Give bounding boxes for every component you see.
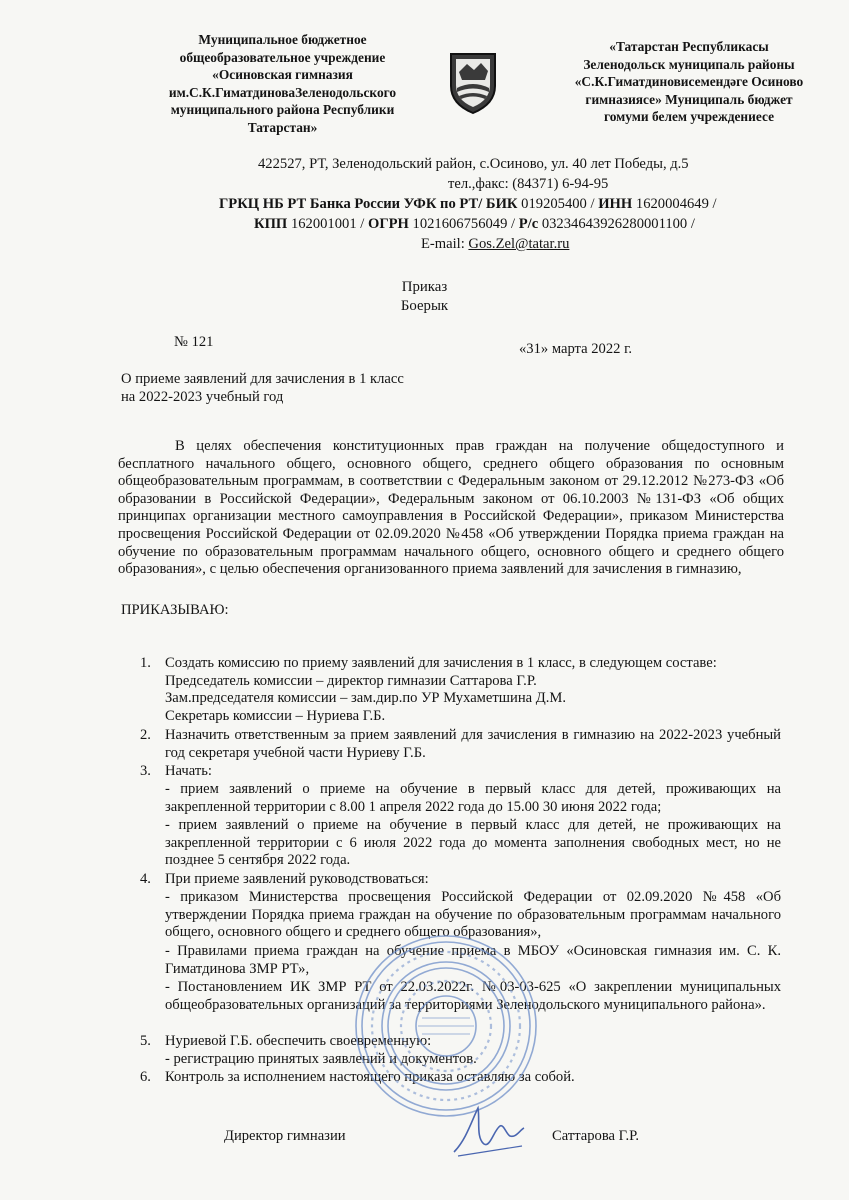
header-right-line: «С.К.Гиматдиновисемендәге Осиново [574, 74, 804, 89]
order-subject [121, 370, 404, 406]
list-item: При приеме заявлений руководствоваться: [165, 871, 429, 887]
item-line: Создать комиссию по приему заявлений для зачисления в 1 класс, в следующем составе: [165, 655, 717, 671]
order-number: № 121 [174, 334, 214, 350]
item-number: 3. [140, 763, 151, 779]
email-link[interactable]: Gos.Zel@tatar.ru [468, 236, 570, 252]
header-right-line: Зеленодольск муниципаль районы [583, 56, 795, 72]
coat-of-arms-icon [447, 50, 499, 116]
preamble-paragraph: В целях обеспечения конституционных прав граждан на получение общедоступного и бесплатного начального общего, основного общего, среднего общего образования по основным общеобразовательным программам, в соответствии с Федеральным законом от 29.12.2012 №273-ФЗ «Об образовании в Российской Федерации», Федеральным законом от 06.10.2003 №131-ФЗ «Об общих принципах организации местного самоуправления в Российской Федерации», приказом Министерства просвещения Российской Федерации от 02.09.2020 №458 «Об утверждении Порядка приема граждан на обучение по образовательным программам начального общего, основного общего и среднего общего образования», с целью обеспечения организованного приема заявлений для зачисления в гимназию, [118, 438, 784, 578]
subject-line: О приеме заявлений для зачисления в 1 класс [121, 371, 404, 387]
list-item: Начать: [165, 763, 212, 779]
bank-label: ГРКЦ НБ РТ Банка России УФК по РТ/ БИК [219, 196, 518, 212]
inn-value: 1620004649 / [632, 196, 717, 212]
email-line [421, 234, 569, 254]
header-left-line: общеобразовательное учреждение [179, 49, 386, 65]
account-value: 03234643926280001100 / [538, 216, 695, 232]
list-item: Нуриевой Г.Б. обеспечить своевременную: [165, 1033, 432, 1049]
bik-value: 019205400 / [517, 196, 599, 212]
list-subitem: - прием заявлений о приеме на обучение в первый класс для детей, не проживающих на закрепленной территории с 6 июля 2022 года до момента заполнения свободных мест, но не позднее 5 сентября 2022 года. [165, 817, 781, 868]
phone: тел.,факс: (84371) 6-94-95 [448, 176, 609, 192]
header-left-line: им.С.К.ГиматдиноваЗеленодольского [168, 84, 397, 100]
item-number: 2. [140, 727, 151, 743]
list-item [165, 655, 781, 725]
item-number: 6. [140, 1069, 151, 1085]
email-label: E-mail: [421, 236, 469, 252]
list-item: Назначить ответственным за прием заявлений для зачисления в гимназию на 2022-2023 учебный год секретаря учебной части Нуриеву Г.Б. [165, 727, 781, 761]
official-stamp [352, 932, 540, 1120]
list-subitem: - регистрацию принятых заявлений и документов. [165, 1051, 477, 1067]
header-left-line: «Осиновская гимназия [212, 67, 353, 82]
header-right-line: «Татарстан Республикасы [609, 39, 769, 54]
item-line: Секретарь комиссии – Нуриева Г.Б. [165, 707, 386, 724]
bank-details-line1 [219, 194, 717, 214]
list-subitem: - прием заявлений о приеме на обучение в первый класс для детей, проживающих на закрепленной территории с 8.00 1 апреля 2022 года до 15.00 30 июня 2022 года; [165, 781, 781, 815]
handwritten-signature [448, 1100, 528, 1160]
list-subitem: - Постановлением ИК ЗМР РТ от 22.03.2022г. №03-03-625 «О закреплении муниципальных общеобразовательных организаций за территориями Зеленодольского муниципального района». [165, 979, 781, 1013]
item-line: Председатель комиссии – директор гимназии Саттарова Г.Р. [165, 672, 537, 689]
inn-label: ИНН [598, 196, 633, 212]
bank-details-line2 [254, 214, 695, 234]
header-org-russian [150, 31, 415, 136]
list-item: Контроль за исполнением настоящего приказа оставляю за собой. [165, 1069, 575, 1085]
kpp-value: 162001001 / [287, 216, 368, 232]
header-right-line: гимназиясе» Муниципаль бюджет [585, 91, 793, 107]
address: 422527, РТ, Зеленодольский район, с.Осиново, ул. 40 лет Победы, д.5 [258, 156, 689, 172]
title-russian: Приказ [401, 279, 448, 295]
header-left-line: Муниципальное бюджетное [198, 32, 367, 47]
item-number: 4. [140, 871, 151, 887]
item-line: Зам.председателя комиссии – зам.дир.по УР Мухаметшина Д.М. [165, 690, 566, 706]
subject-line: на 2022-2023 учебный год [121, 389, 284, 405]
kpp-label: КПП [254, 216, 288, 232]
header-left-line: Татарстан» [247, 119, 318, 135]
signature-name: Саттарова Г.Р. [552, 1128, 640, 1144]
list-subitem: - приказом Министерства просвещения Российской Федерации от 02.09.2020 №458 «Об утверждении Порядка приема граждан на обучение по образовательным программам начального общего, основного общего и среднего общего образования», [165, 889, 781, 940]
account-label: Р/с [518, 216, 539, 232]
header-left-line: муниципального района Республики [170, 102, 395, 117]
title-tatar: Боерык [400, 298, 449, 314]
item-number: 5. [140, 1033, 151, 1049]
ogrn-label: ОГРН [367, 216, 409, 232]
header-right-line: гомуми белем учреждениесе [603, 109, 775, 124]
ogrn-value: 1021606756049 / [408, 216, 519, 232]
order-date: «31» марта 2022 г. [519, 341, 633, 357]
header-org-tatar [558, 38, 820, 126]
item-number: 1. [140, 655, 151, 671]
list-subitem: - Правилами приема граждан на обучение приема в МБОУ «Осиновская гимназия им. С. К. Гиматдинова ЗМР РТ», [165, 943, 781, 977]
signature-position: Директор гимназии [224, 1128, 346, 1144]
order-word: ПРИКАЗЫВАЮ: [121, 602, 229, 618]
